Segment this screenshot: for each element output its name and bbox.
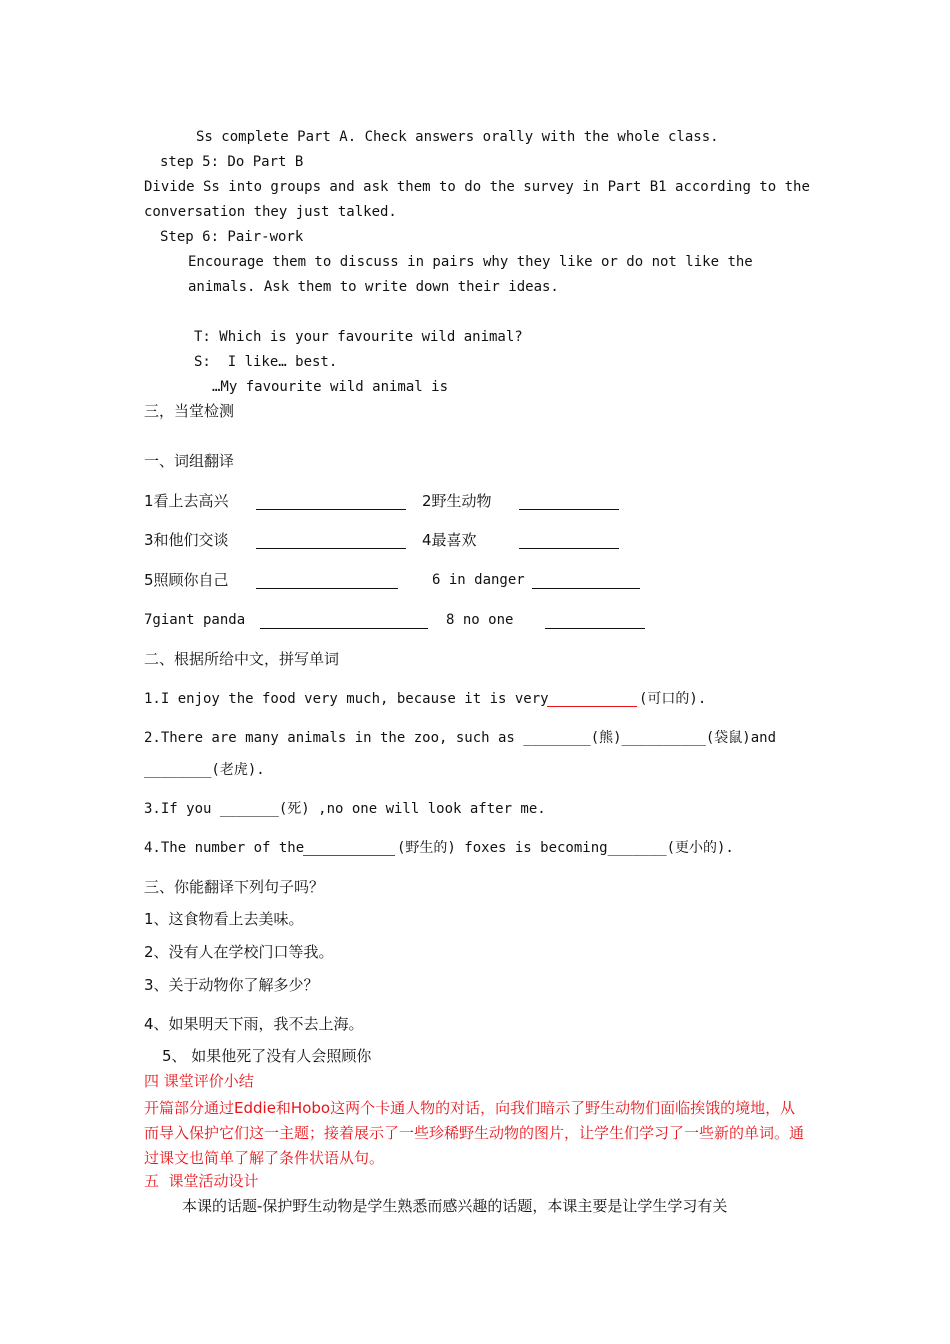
section-3-title: 三，当堂检测	[144, 402, 235, 420]
answer-blank-6[interactable]	[532, 588, 640, 589]
translate-item-2: 2、没有人在学校门口等我。	[144, 943, 334, 961]
spelling-q1-blank[interactable]	[547, 706, 637, 707]
phrase-item-4: 4最喜欢	[422, 531, 477, 549]
section-4-body: 开篇部分通过Eddie和Hobo这两个卡通人物的对话，向我们暗示了野生动物们面临挨饿的境地，从而导入保护它们这一主题；接着展示了一些珍稀野生动物的图片，让学生们学习了一些新的单词。通过课文也简单了解了条件状语从句。	[144, 1099, 805, 1167]
spelling-q1: 1.I enjoy the food very much, because it is very	[144, 691, 549, 707]
spelling-q2: 2.There are many animals in the zoo, such as ________(熊)__________(袋鼠)and	[144, 730, 777, 746]
phrase-item-6: 6 in danger	[432, 572, 525, 588]
part-1-title: 一、词组翻译	[144, 452, 235, 470]
part-3-title: 三、你能翻译下列句子吗？	[144, 878, 325, 896]
step-6-text-cont: animals. Ask them to write down their ideas.	[188, 279, 559, 295]
section-4-title: 四 课堂评价小结	[144, 1072, 254, 1090]
translate-item-1: 1、这食物看上去美味。	[144, 910, 304, 928]
answer-blank-7[interactable]	[260, 628, 428, 629]
phrase-item-7: 7giant panda	[144, 612, 246, 628]
section-5-title: 五 课堂活动设计	[144, 1172, 259, 1190]
step-5-title: step 5: Do Part B	[160, 154, 304, 170]
spelling-q2-cont: ________(老虎).	[144, 762, 265, 778]
step-6-text: Encourage them to discuss in pairs why they like or do not like the	[188, 254, 753, 270]
spelling-q4-rest: (野生的) foxes is becoming_______(更小的).	[397, 840, 734, 856]
spelling-q3: 3.If you _______(死) ,no one will look after me.	[144, 801, 546, 817]
answer-blank-8[interactable]	[545, 628, 645, 629]
phrase-item-1: 1看上去高兴	[144, 492, 229, 510]
spelling-q4: 4.The number of the	[144, 840, 305, 856]
translate-item-4: 4、如果明天下雨，我不去上海。	[144, 1015, 364, 1033]
step-5-text: Divide Ss into groups and ask them to do the survey in Part B1 according to the	[144, 179, 810, 195]
step-6-title: Step 6: Pair-work	[160, 229, 304, 245]
phrase-item-5: 5照顾你自己	[144, 571, 229, 589]
step-5-text-cont: conversation they just talked.	[144, 204, 397, 220]
spelling-q1-hint: (可口的).	[639, 691, 707, 707]
phrase-item-8: 8 no one	[446, 612, 514, 628]
answer-blank-2[interactable]	[519, 509, 619, 510]
spelling-q4-blank[interactable]	[303, 855, 395, 856]
phrase-item-2: 2野生动物	[422, 492, 492, 510]
dialog-teacher: T: Which is your favourite wild animal?	[194, 329, 523, 345]
part-2-title: 二、根据所给中文，拼写单词	[144, 650, 340, 668]
answer-blank-5[interactable]	[256, 588, 398, 589]
answer-blank-3[interactable]	[256, 548, 406, 549]
answer-blank-4[interactable]	[519, 548, 619, 549]
dialog-student-alt: …My favourite wild animal is	[212, 379, 449, 395]
phrase-item-3: 3和他们交谈	[144, 531, 229, 549]
instruction-line: Ss complete Part A. Check answers orally with the whole class.	[196, 129, 719, 145]
answer-blank-1[interactable]	[256, 509, 406, 510]
translate-item-3: 3、关于动物你了解多少？	[144, 976, 319, 994]
dialog-student: S: I like… best.	[194, 354, 338, 370]
section-5-body: 本课的话题-保护野生动物是学生熟悉而感兴趣的话题，本课主要是让学生学习有关	[182, 1197, 728, 1215]
translate-item-5: 5、 如果他死了没有人会照顾你	[162, 1047, 372, 1065]
